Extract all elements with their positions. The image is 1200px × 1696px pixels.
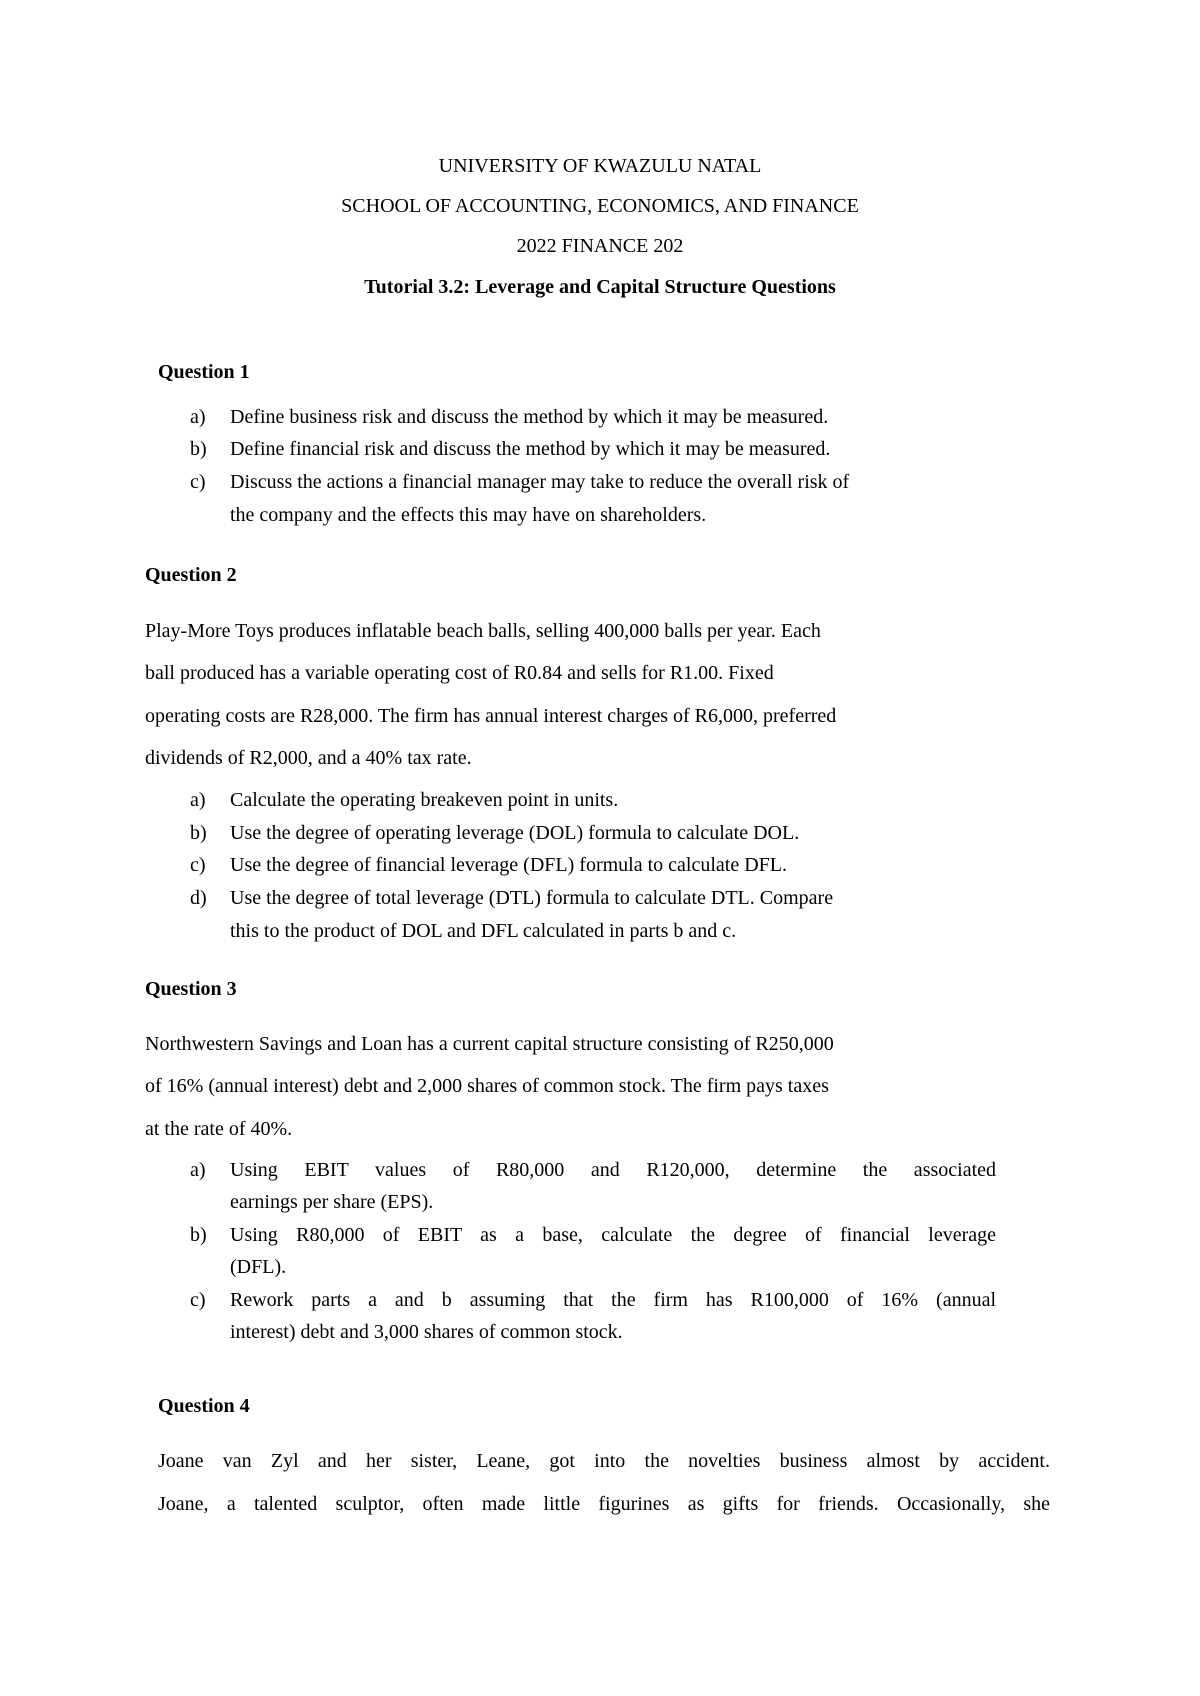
tutorial-title: Tutorial 3.2: Leverage and Capital Structure Questions [364, 276, 836, 298]
q2-paragraph-line: dividends of R2,000, and a 40% tax rate. [145, 747, 472, 769]
q1-item-c-continued: the company and the effects this may have on shareholders. [230, 504, 707, 526]
q1-item-c [190, 471, 849, 494]
item-text: Define financial risk and discuss the method by which it may be measured. [230, 438, 831, 460]
item-label: c) [190, 854, 206, 876]
q3-item-b-continued: (DFL). [230, 1256, 287, 1278]
course-name: 2022 FINANCE 202 [516, 235, 684, 257]
q3-paragraph-line: at the rate of 40%. [145, 1118, 293, 1140]
q4-paragraph-line: Joane, a talented sculptor, often made little figurines as gifts for friends. Occasionally, she [158, 1493, 1050, 1515]
q3-item-c-continued: interest) debt and 3,000 shares of common stock. [230, 1321, 623, 1343]
item-label: b) [190, 438, 207, 460]
q4-paragraph-line: Joane van Zyl and her sister, Leane, got into the novelties business almost by accident. [158, 1450, 1050, 1472]
item-label: d) [190, 887, 207, 909]
question-3-heading: Question 3 [145, 978, 237, 1000]
item-text: Using EBIT values of R80,000 and R120,000, determine the associated [230, 1159, 996, 1181]
item-text: Use the degree of total leverage (DTL) formula to calculate DTL. Compare [230, 887, 834, 909]
item-text: Using R80,000 of EBIT as a base, calculate the degree of financial leverage [230, 1224, 996, 1246]
item-text: Use the degree of financial leverage (DFL) formula to calculate DFL. [230, 854, 787, 876]
q1-item-a [190, 406, 828, 429]
item-label: b) [190, 822, 207, 844]
university-name: UNIVERSITY OF KWAZULU NATAL [438, 155, 762, 177]
item-text: Discuss the actions a financial manager may take to reduce the overall risk of [230, 471, 850, 493]
q2-paragraph-line: ball produced has a variable operating cost of R0.84 and sells for R1.00. Fixed [145, 662, 774, 684]
item-label: c) [190, 471, 206, 493]
q2-item-d-continued: this to the product of DOL and DFL calculated in parts b and c. [230, 920, 737, 942]
q2-item-c [190, 854, 787, 877]
q1-item-b [190, 438, 830, 461]
item-label: a) [190, 1159, 206, 1181]
item-label: a) [190, 406, 206, 428]
item-label: c) [190, 1289, 206, 1311]
item-text: Define business risk and discuss the method by which it may be measured. [230, 406, 829, 428]
q3-paragraph-line: of 16% (annual interest) debt and 2,000 shares of common stock. The firm pays taxes [145, 1075, 829, 1097]
q2-item-d [190, 887, 833, 910]
q3-item-a [190, 1159, 996, 1182]
school-name: SCHOOL OF ACCOUNTING, ECONOMICS, AND FINANCE [341, 195, 859, 217]
item-text: Calculate the operating breakeven point in units. [230, 789, 619, 811]
item-text: Use the degree of operating leverage (DOL) formula to calculate DOL. [230, 822, 800, 844]
q2-item-a [190, 789, 618, 812]
item-text: Rework parts a and b assuming that the firm has R100,000 of 16% (annual [230, 1289, 996, 1311]
q3-item-c [190, 1289, 996, 1312]
q3-item-b [190, 1224, 996, 1247]
q3-item-a-continued: earnings per share (EPS). [230, 1191, 434, 1213]
item-label: b) [190, 1224, 207, 1246]
q2-item-b [190, 822, 799, 845]
q2-paragraph-line: Play-More Toys produces inflatable beach balls, selling 400,000 balls per year. Each [145, 620, 821, 642]
question-2-heading: Question 2 [145, 564, 237, 586]
q2-paragraph-line: operating costs are R28,000. The firm has annual interest charges of R6,000, preferred [145, 705, 837, 727]
item-label: a) [190, 789, 206, 811]
question-4-heading: Question 4 [158, 1395, 250, 1417]
question-1-heading: Question 1 [158, 361, 250, 383]
q3-paragraph-line: Northwestern Savings and Loan has a current capital structure consisting of R250,000 [145, 1033, 834, 1055]
